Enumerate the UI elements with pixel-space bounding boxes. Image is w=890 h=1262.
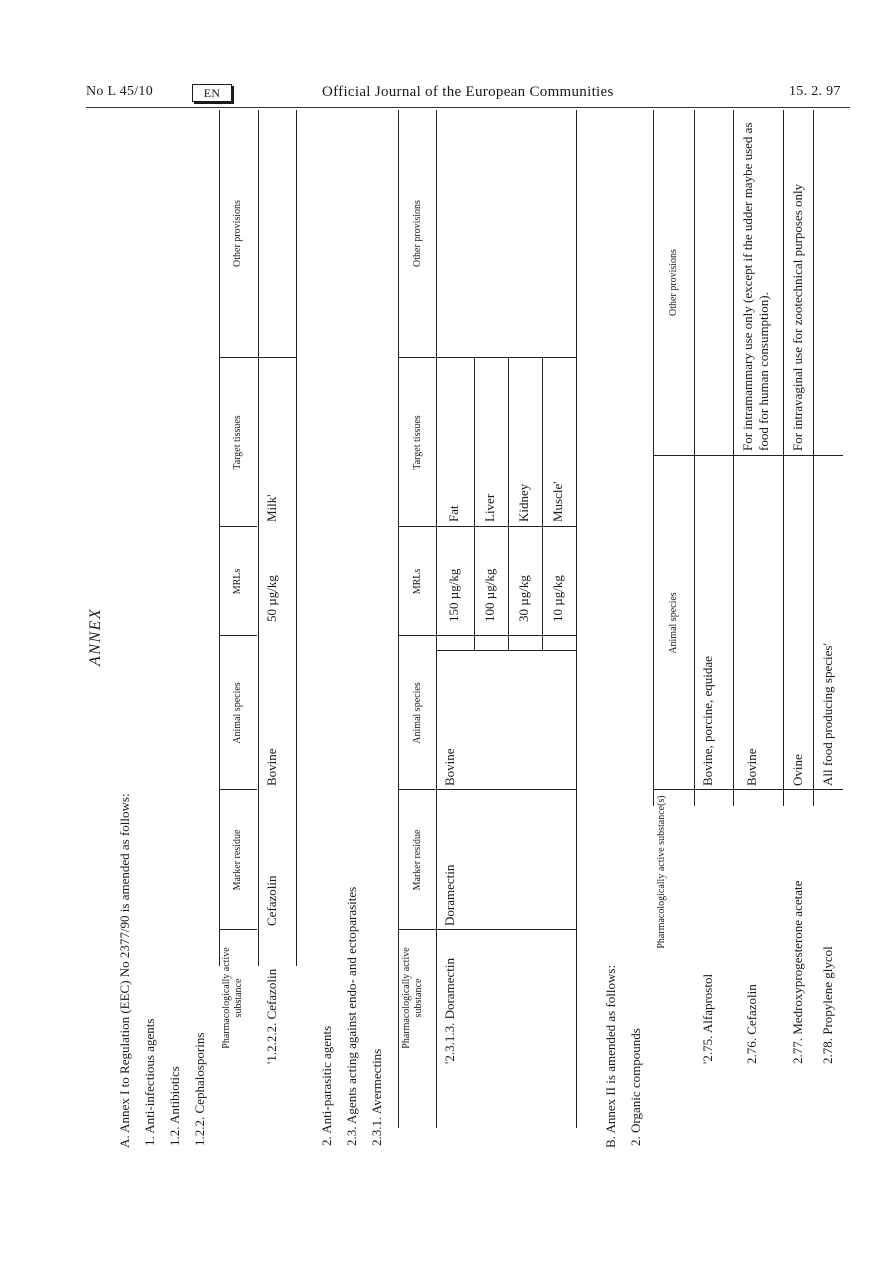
language-badge: EN — [192, 84, 232, 102]
heading-organic-compounds: 2. Organic compounds — [628, 1028, 643, 1146]
cell-substance: '2.3.1.3. Doramectin — [442, 958, 457, 1064]
header-species: Animal species — [412, 682, 423, 744]
cell-substance: 2.78. Propylene glycol — [820, 946, 835, 1064]
cell-species: Bovine — [442, 748, 457, 786]
header-marker: Marker residue — [232, 829, 243, 891]
cell-species: Bovine, porcine, equidae — [700, 656, 715, 786]
cell-other: For intravaginal use for zootechnical purposes only — [790, 183, 805, 451]
cell-species: Ovine — [790, 754, 805, 786]
heading-anti-parasitic: 2. Anti-parasitic agents — [319, 1025, 334, 1146]
header-tissues: Target tissues — [232, 415, 243, 470]
header-other: Other provisions — [232, 200, 243, 267]
cell-mrl: 50 µg/kg — [264, 575, 279, 622]
journal-number: No L 45/10 — [86, 84, 154, 99]
cell-substance: 2.76. Cefazolin — [744, 984, 759, 1064]
journal-title: Official Journal of the European Communities — [322, 84, 614, 100]
section-a-intro: A. Annex I to Regulation (EEC) No 2377/90 is amended as follows: — [117, 793, 132, 1148]
cell-species: All food producing species' — [820, 643, 835, 786]
cell-substance: 2.77. Medroxyprogesterone acetate — [790, 880, 805, 1064]
cell-species: Bovine — [264, 748, 279, 786]
section-b-intro: B. Annex II is amended as follows: — [603, 964, 618, 1148]
heading-anti-infectious: 1. Anti-infectious agents — [142, 1018, 157, 1146]
header-tissues: Target tissues — [412, 415, 423, 470]
heading-cephalosporins: 1.2.2. Cephalosporins — [192, 1032, 207, 1146]
header-other: Other provisions — [668, 249, 679, 316]
header-other: Other provisions — [412, 200, 423, 267]
cell-tissue: Fat — [446, 505, 461, 522]
cell-tissue: Muscle' — [550, 481, 565, 522]
cell-mrl: 30 µg/kg — [516, 575, 531, 622]
heading-antibiotics: 1.2. Antibiotics — [167, 1066, 182, 1146]
journal-date: 15. 2. 97 — [789, 84, 841, 99]
heading-avermectins: 2.3.1. Avermectins — [369, 1048, 384, 1146]
heading-agents: 2.3. Agents acting against endo- and ectoparasites — [344, 886, 359, 1146]
header-marker: Marker residue — [412, 829, 423, 891]
header-species: Animal species — [668, 592, 679, 654]
header-mrls: MRLs — [232, 568, 243, 595]
header-substance: Pharmacologically active substance(s) — [656, 795, 667, 949]
cell-species: Bovine — [744, 748, 759, 786]
cell-mrl: 150 µg/kg — [446, 568, 461, 622]
cell-substance: '2.75. Alfaprostol — [700, 973, 715, 1064]
header-mrls: MRLs — [412, 568, 423, 595]
cell-other: For intramammary use only (except if the udder maybe used as food for human consumption). — [740, 122, 771, 451]
annex-title: ANNEX — [87, 607, 104, 666]
cell-tissue: Milk' — [264, 494, 279, 522]
cell-mrl: 10 µg/kg — [550, 575, 565, 622]
cell-tissue: Kidney — [516, 483, 531, 522]
header-substance: Pharmacologically active substance — [221, 947, 244, 1049]
cell-substance: '1.2.2.2. Cefazolin — [264, 968, 279, 1064]
cell-marker: Doramectin — [442, 864, 457, 926]
cell-mrl: 100 µg/kg — [482, 568, 497, 622]
header-species: Animal species — [232, 682, 243, 744]
cell-tissue: Liver — [482, 493, 497, 522]
header-substance: Pharmacologically active substance — [401, 947, 424, 1049]
cell-marker: Cefazolin — [264, 875, 279, 926]
